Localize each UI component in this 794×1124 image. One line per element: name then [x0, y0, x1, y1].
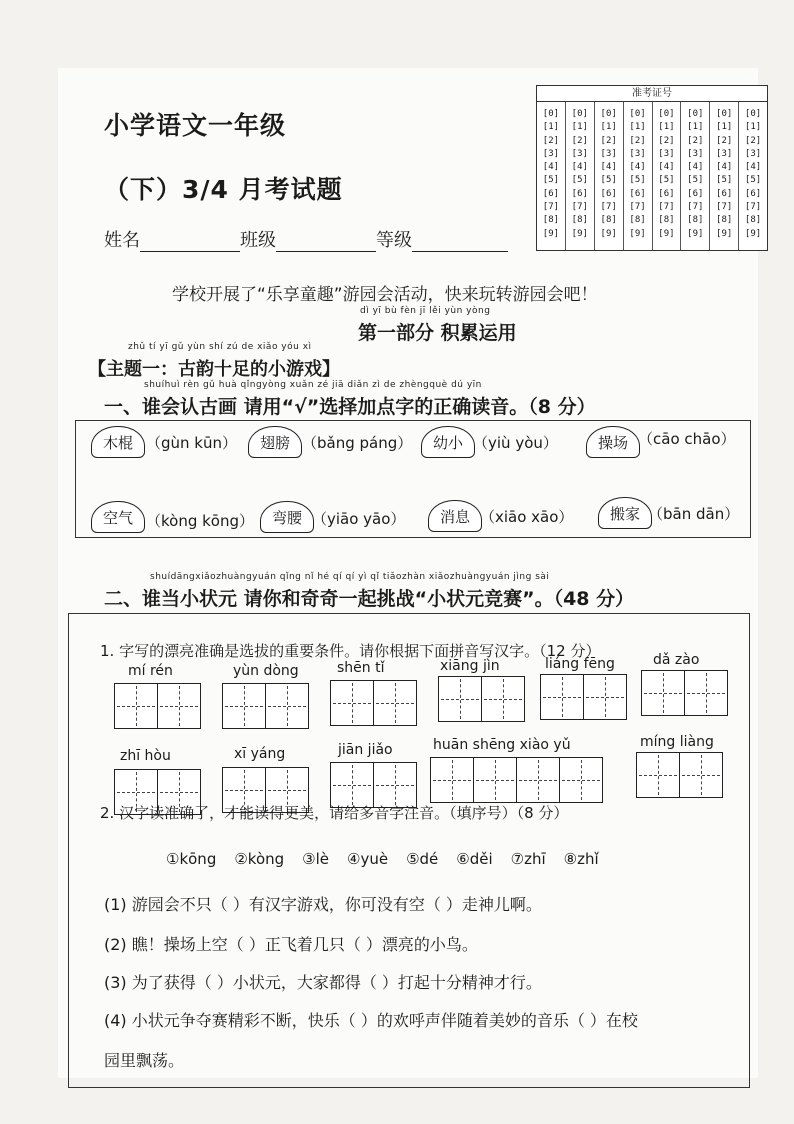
tian-cell[interactable]: [222, 683, 266, 729]
admission-digit[interactable]: [6]: [542, 188, 560, 199]
admission-digit[interactable]: [8]: [658, 215, 675, 226]
admission-digit[interactable]: [7]: [571, 202, 588, 213]
admission-digit[interactable]: [4]: [687, 162, 704, 173]
admission-digit[interactable]: [7]: [744, 202, 762, 213]
tian-cell[interactable]: [482, 676, 525, 722]
admission-digit[interactable]: [3]: [716, 148, 733, 159]
admission-digit[interactable]: [1]: [600, 122, 617, 133]
admission-digit[interactable]: [1]: [629, 122, 646, 133]
admission-digit[interactable]: [0]: [600, 109, 617, 119]
admission-digit[interactable]: [2]: [571, 135, 588, 146]
admission-digit[interactable]: [9]: [658, 228, 675, 239]
fan-word-6[interactable]: 弯腰: [260, 501, 314, 533]
sentence-4: (4) 小状元争夺赛精彩不断，快乐（ ）的欢呼声伴随着美妙的音乐（ ）在校: [104, 1011, 638, 1030]
tian-cell[interactable]: [114, 683, 158, 729]
admission-digit[interactable]: [2]: [658, 135, 675, 146]
admission-digit[interactable]: [1]: [542, 122, 560, 133]
fan-pinyin-4: （cāo chāo）: [638, 430, 736, 448]
admission-digit[interactable]: [3]: [658, 148, 675, 159]
admission-digit[interactable]: [1]: [744, 122, 762, 133]
admission-digit[interactable]: [8]: [687, 215, 704, 226]
tian-cell[interactable]: [158, 683, 201, 729]
grade-label: 等级: [376, 230, 412, 251]
admission-digit[interactable]: [9]: [600, 228, 617, 239]
fan-pinyin-2: （bǎng páng）: [302, 434, 413, 452]
admission-digit[interactable]: [2]: [629, 135, 646, 146]
admission-digit[interactable]: [4]: [600, 162, 617, 173]
exam-title-line1: 小学语文一年级: [104, 111, 287, 140]
admission-digit[interactable]: [0]: [658, 109, 675, 119]
admission-digit[interactable]: [5]: [658, 175, 675, 186]
admission-digit[interactable]: [4]: [542, 162, 560, 173]
admission-digit[interactable]: [8]: [744, 215, 762, 226]
section2-title: 二、谁当小状元 请你和奇奇一起挑战“小状元竞赛”。（48 分）: [104, 588, 635, 610]
pinyin-options: [166, 850, 599, 868]
admission-digit[interactable]: [9]: [542, 228, 560, 239]
tian-cell[interactable]: [680, 752, 723, 798]
admission-digit[interactable]: [6]: [658, 188, 675, 199]
option-5: ⑤dé: [406, 850, 439, 868]
admission-digit[interactable]: [8]: [542, 215, 560, 226]
fan-word-7[interactable]: 消息: [428, 500, 482, 532]
part1-pinyin: dì yī bù fèn jī lěi yùn yòng: [360, 306, 491, 316]
admission-digit[interactable]: [7]: [658, 202, 675, 213]
write-grid-5: [540, 674, 627, 720]
grid-pinyin-4: xiāng jìn: [440, 658, 500, 674]
admission-number-grid: [536, 85, 768, 251]
admission-digit[interactable]: [0]: [629, 109, 646, 119]
admission-digit[interactable]: [2]: [542, 135, 560, 146]
admission-digit[interactable]: [2]: [687, 135, 704, 146]
tian-cell[interactable]: [374, 680, 417, 726]
admission-digit[interactable]: [5]: [542, 175, 560, 186]
admission-digit[interactable]: [9]: [744, 228, 762, 239]
option-2: ②kòng: [234, 850, 285, 868]
admission-number-label: 准考证号: [537, 86, 767, 102]
admission-digit[interactable]: [2]: [716, 135, 733, 146]
option-4: ④yuè: [347, 850, 389, 868]
admission-digit[interactable]: [2]: [744, 135, 762, 146]
admission-digit[interactable]: [0]: [542, 109, 560, 119]
tian-cell[interactable]: [636, 752, 680, 798]
admission-digit[interactable]: [7]: [600, 202, 617, 213]
admission-digit-column: [537, 102, 566, 250]
fan-pinyin-6: （yiāo yāo）: [312, 510, 406, 528]
admission-digit[interactable]: [8]: [629, 215, 646, 226]
admission-digit[interactable]: [9]: [716, 228, 733, 239]
tian-cell[interactable]: [438, 676, 482, 722]
name-field[interactable]: [140, 231, 240, 252]
grid-pinyin-5: liáng fēng: [545, 656, 615, 672]
grade-field[interactable]: [412, 231, 508, 252]
sentence-4-cont: 园里飘荡。: [104, 1051, 185, 1070]
admission-digit[interactable]: [5]: [687, 175, 704, 186]
admission-digit[interactable]: [5]: [571, 175, 588, 186]
fan-pinyin-3: （yiù yòu）: [473, 434, 558, 452]
theme1-title: 【主题一：古韵十足的小游戏】: [88, 359, 340, 380]
tian-cell[interactable]: [685, 670, 728, 716]
admission-digit[interactable]: [9]: [571, 228, 588, 239]
admission-digit-column: [653, 102, 682, 250]
admission-digit[interactable]: [9]: [687, 228, 704, 239]
fan-pinyin-8: （bān dān）: [648, 505, 740, 523]
exam-title-line2: （下）3/4 月考试题: [104, 175, 343, 204]
grid-pinyin-7: zhī hòu: [120, 748, 171, 764]
tian-cell[interactable]: [584, 674, 627, 720]
admission-digit-column: [739, 102, 767, 250]
grid-pinyin-3: shēn tǐ: [337, 660, 385, 676]
admission-digit[interactable]: [6]: [629, 188, 646, 199]
sentence-1: (1) 游园会不只（ ）有汉字游戏，你可没有空（ ）走神儿啊。: [104, 895, 542, 914]
admission-digit[interactable]: [4]: [571, 162, 588, 173]
option-1: ①kōng: [166, 850, 217, 868]
grid-pinyin-9: jiān jiǎo: [338, 742, 393, 758]
theme1-pinyin: zhǔ tí yī gǔ yùn shí zú de xiǎo yóu xì: [128, 342, 312, 352]
admission-digit[interactable]: [7]: [542, 202, 560, 213]
admission-digit[interactable]: [8]: [571, 215, 588, 226]
option-3: ③lè: [302, 850, 329, 868]
tian-cell[interactable]: [330, 680, 374, 726]
fan-pinyin-7: （xiāo xāo）: [480, 508, 574, 526]
admission-digit[interactable]: [1]: [658, 122, 675, 133]
admission-digit[interactable]: [6]: [571, 188, 588, 199]
admission-digit-column: [681, 102, 710, 250]
admission-digit[interactable]: [8]: [600, 215, 617, 226]
admission-digit[interactable]: [5]: [716, 175, 733, 186]
tian-cell[interactable]: [430, 757, 474, 803]
class-field[interactable]: [276, 231, 376, 252]
part1-title: 第一部分 积累运用: [358, 322, 517, 344]
write-grid-11: [636, 752, 723, 798]
admission-digit[interactable]: [0]: [571, 109, 588, 119]
option-6: ⑥děi: [456, 850, 493, 868]
name-label: 姓名: [104, 230, 140, 251]
admission-digit[interactable]: [6]: [716, 188, 733, 199]
write-grid-10: [430, 757, 603, 803]
tian-cell[interactable]: [560, 757, 603, 803]
admission-digit[interactable]: [3]: [687, 148, 704, 159]
admission-digit[interactable]: [3]: [600, 148, 617, 159]
admission-digit[interactable]: [1]: [687, 122, 704, 133]
grid-pinyin-1: mí rén: [128, 663, 173, 679]
fan-word-2[interactable]: 翅膀: [248, 426, 302, 458]
intro-text: 学校开展了“乐享童趣”游园会活动，快来玩转游园会吧！: [172, 285, 598, 305]
section1-title: 一、谁会认古画 请用“√”选择加点字的正确读音。（8 分）: [104, 396, 596, 418]
admission-digit[interactable]: [6]: [600, 188, 617, 199]
class-label: 班级: [240, 230, 276, 251]
tian-cell[interactable]: [474, 757, 517, 803]
student-info-row: [104, 226, 508, 252]
admission-digit[interactable]: [6]: [687, 188, 704, 199]
admission-digit[interactable]: [3]: [571, 148, 588, 159]
write-grid-3: [330, 680, 417, 726]
fan-word-1[interactable]: 木棍: [91, 426, 145, 458]
grid-pinyin-10: huān shēng xiào yǔ: [433, 737, 571, 753]
admission-digit[interactable]: [4]: [744, 162, 762, 173]
grid-pinyin-8: xī yáng: [234, 746, 286, 762]
admission-digit[interactable]: [4]: [716, 162, 733, 173]
admission-digit[interactable]: [3]: [542, 148, 560, 159]
tian-cell[interactable]: [517, 757, 560, 803]
fan-pinyin-5: （kòng kōng）: [146, 512, 255, 530]
option-8: ⑧zhǐ: [563, 850, 599, 868]
sentence-2: (2) 瞧！操场上空（ ）正飞着几只（ ）漂亮的小鸟。: [104, 935, 478, 954]
admission-digit[interactable]: [1]: [716, 122, 733, 133]
grid-pinyin-2: yùn dòng: [233, 663, 299, 679]
admission-digit[interactable]: [4]: [629, 162, 646, 173]
admission-digit[interactable]: [9]: [629, 228, 646, 239]
write-grid-2: [222, 683, 309, 729]
admission-digit-column: [566, 102, 595, 250]
tian-cell[interactable]: [641, 670, 685, 716]
admission-digit[interactable]: [7]: [629, 202, 646, 213]
admission-digit[interactable]: [3]: [629, 148, 646, 159]
question2-text: 2. 汉字读准确了，才能读得更美，请给多音字注音。（填序号）（8 分）: [100, 804, 569, 822]
admission-digit[interactable]: [0]: [716, 109, 733, 119]
admission-digit[interactable]: [5]: [744, 175, 762, 186]
write-grid-1: [114, 683, 201, 729]
admission-number-columns: [537, 102, 767, 250]
sentence-3: (3) 为了获得（ ）小状元，大家都得（ ）打起十分精神才行。: [104, 973, 542, 992]
section2-pinyin: shuídāngxiǎozhuàngyuán qǐng nǐ hé qí qí yì qǐ tiǎozhàn xiǎozhuàngyuán jìng sài: [150, 572, 550, 582]
admission-digit-column: [624, 102, 653, 250]
admission-digit[interactable]: [0]: [744, 109, 762, 119]
fan-pinyin-1: （gùn kūn）: [146, 434, 238, 452]
fan-word-4[interactable]: 操场: [586, 426, 640, 458]
admission-digit[interactable]: [5]: [600, 175, 617, 186]
section1-pinyin: shuíhuì rèn gǔ huà qǐngyòng xuǎn zé jiā diǎn zì de zhèngquè dú yīn: [144, 380, 482, 390]
admission-digit[interactable]: [5]: [629, 175, 646, 186]
fan-word-5[interactable]: 空气: [91, 501, 145, 533]
admission-digit-column: [710, 102, 739, 250]
admission-digit-column: [595, 102, 624, 250]
admission-digit[interactable]: [2]: [600, 135, 617, 146]
fan-word-3[interactable]: 幼小: [421, 426, 475, 458]
admission-digit[interactable]: [0]: [687, 109, 704, 119]
fan-word-8[interactable]: 搬家: [598, 497, 652, 529]
admission-digit[interactable]: [8]: [716, 215, 733, 226]
write-grid-4: [438, 676, 525, 722]
option-7: ⑦zhī: [510, 850, 546, 868]
grid-pinyin-11: míng liàng: [640, 734, 714, 750]
admission-digit[interactable]: [3]: [744, 148, 762, 159]
admission-digit[interactable]: [6]: [744, 188, 762, 199]
admission-digit[interactable]: [4]: [658, 162, 675, 173]
grid-pinyin-6: dǎ zào: [653, 652, 700, 668]
question1-text: 1. 字写的漂亮准确是选拔的重要条件。请你根据下面拼音写汉字。（12 分）: [100, 642, 601, 660]
admission-digit[interactable]: [1]: [571, 122, 588, 133]
admission-digit[interactable]: [7]: [716, 202, 733, 213]
write-grid-6: [641, 670, 728, 716]
tian-cell[interactable]: [540, 674, 584, 720]
tian-cell[interactable]: [266, 683, 309, 729]
admission-digit[interactable]: [7]: [687, 202, 704, 213]
